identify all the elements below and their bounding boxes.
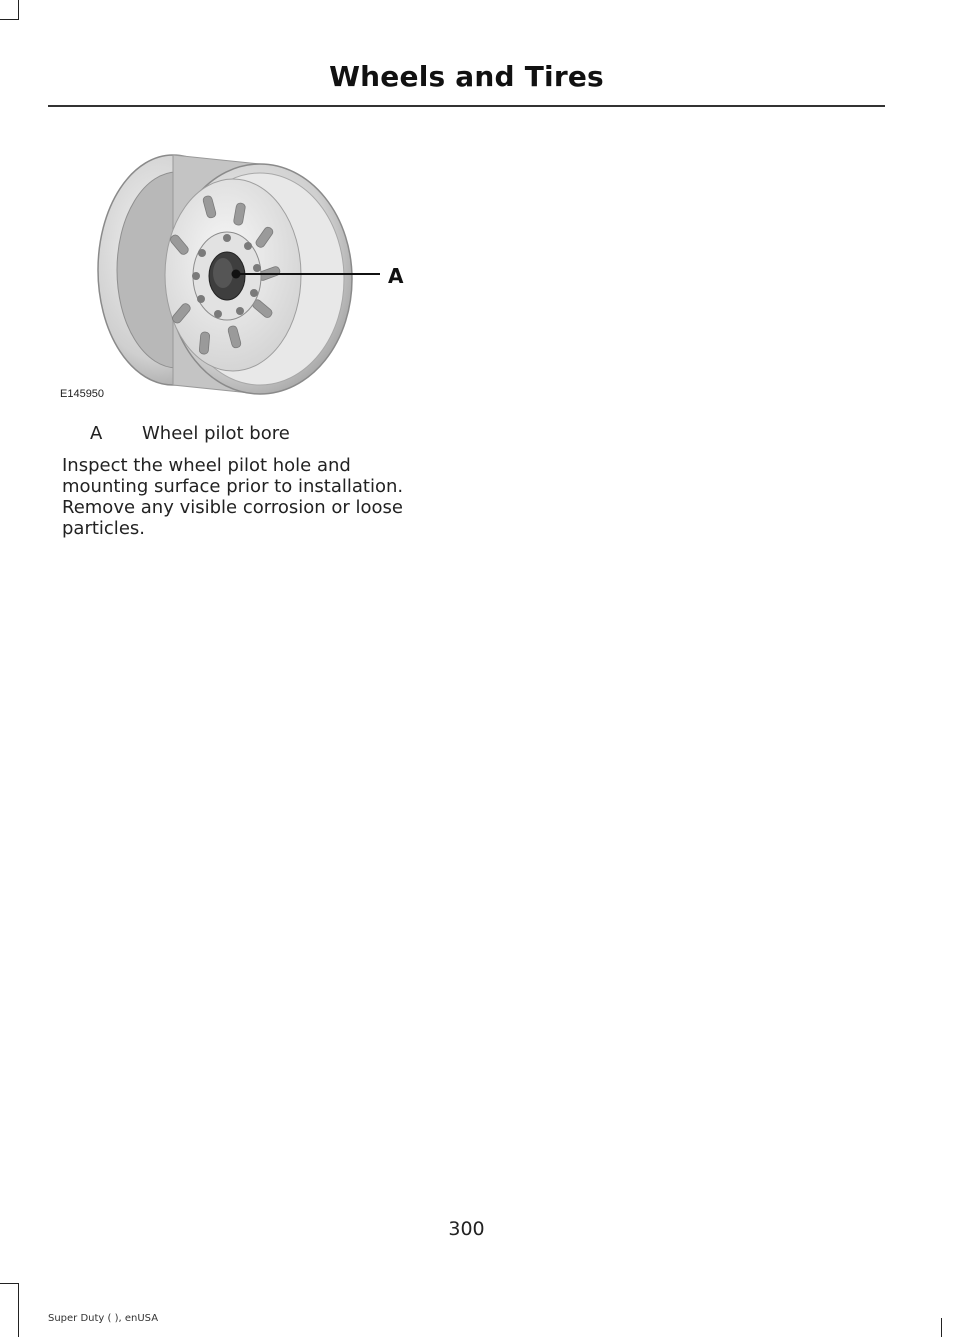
- body-paragraph: Inspect the wheel pilot hole and mounting surface prior to installation. Remove any visible corrosion or loose particles.: [62, 455, 404, 539]
- crop-mark-top-left-h: [0, 19, 19, 20]
- page-number: 300: [448, 1218, 485, 1240]
- lug-hole: [250, 289, 258, 297]
- title-rule: [48, 105, 885, 107]
- lug-hole: [192, 272, 200, 280]
- lug-hole: [244, 242, 252, 250]
- lug-hole: [236, 307, 244, 315]
- wheel-figure: [55, 150, 425, 402]
- footer-doc-info: Super Duty ( ), enUSA: [48, 1313, 159, 1324]
- crop-mark-bottom-left-v: [18, 1283, 19, 1337]
- callout-dot: [232, 270, 241, 279]
- pilot-bore-shadow: [213, 258, 233, 288]
- legend-text: Wheel pilot bore: [142, 423, 290, 444]
- lug-hole: [223, 234, 231, 242]
- lug-hole: [253, 264, 261, 272]
- crop-mark-bottom-right-v: [941, 1318, 942, 1337]
- callout-label: A: [388, 264, 404, 288]
- lug-hole: [197, 295, 205, 303]
- wheel-illustration: [55, 150, 425, 402]
- legend-row: [90, 423, 290, 444]
- lug-hole: [214, 310, 222, 318]
- vent-slot: [199, 332, 210, 355]
- crop-mark-bottom-left-h: [0, 1283, 19, 1284]
- lug-hole: [198, 249, 206, 257]
- page-title: Wheels and Tires: [329, 60, 604, 93]
- figure-code: E145950: [60, 388, 105, 400]
- crop-mark-top-left-v: [18, 0, 19, 20]
- legend-key: A: [90, 423, 103, 444]
